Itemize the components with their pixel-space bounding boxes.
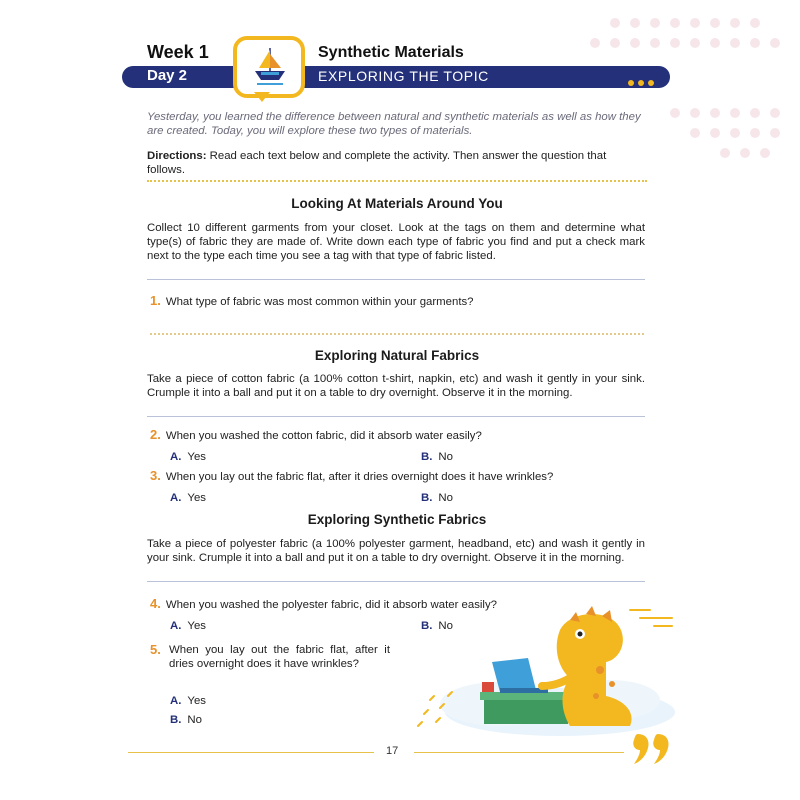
week-label: Week 1 [147,42,209,62]
option-letter: A. [170,695,182,707]
divider [147,581,645,582]
option-a[interactable] [170,451,206,463]
question-number: 2. [150,427,161,442]
section-text-natural: Take a piece of cotton fabric (a 100% cotton t-shirt, napkin, etc) and wash it gently in your sink. Crumple it into a ball and put it on a table to dry overnight. Observe it in the morning. [147,373,645,399]
option-label: Yes [187,695,206,707]
topic-title: Synthetic Materials [318,44,464,61]
question-number: 5. [150,642,161,657]
option-label: Yes [187,451,206,463]
question-text: When you washed the cotton fabric, did it absorb water easily? [165,430,482,442]
question-number: 1. [150,293,161,308]
option-b[interactable] [421,492,453,504]
day-label: Day 2 [147,67,188,84]
question-text: When you lay out the fabric flat, after it dries overnight does it have wrinkles? [169,644,390,670]
section-title-materials: Looking At Materials Around You [291,196,503,211]
section-text-synthetic: Take a piece of polyester fabric (a 100% polyester garment, headband, etc) and wash it gently in your sink. Crumple it into a ball and put it on a table to dry overnight. Observe it in the morning. [147,538,645,564]
option-a[interactable] [170,492,206,504]
option-label: Yes [187,620,206,632]
dinosaur-laptop-illustration [410,600,680,740]
option-letter: B. [421,620,433,632]
topic-badge [233,36,305,98]
question-2 [150,428,482,443]
question-text: When you washed the polyester fabric, did it absorb water easily? [165,599,497,611]
option-label: No [438,620,453,632]
question-text: When you lay out the fabric flat, after it dries overnight does it have wrinkles? [165,471,554,483]
question-number: 4. [150,596,161,611]
section-title-natural: Exploring Natural Fabrics [314,348,480,363]
directions-text [147,149,647,177]
question-number: 3. [150,468,161,483]
footer-line [128,752,374,753]
question-5 [150,643,390,671]
section-text-materials: Collect 10 different garments from your closet. Look at the tags on them and determine what type(s) of fabric they are made of. Write down each type of fabric you find and put a check mark next to the type each time you see a tag with that type of fabric listed. [147,222,645,262]
divider [147,416,645,417]
option-label: No [187,714,202,726]
option-letter: B. [421,451,433,463]
section-title-synthetic: Exploring Synthetic Fabrics [307,512,487,527]
question-3 [150,469,553,484]
directions-label: Directions: [147,150,207,162]
sailboat-icon [251,46,289,90]
option-a[interactable] [170,695,206,707]
answer-line [150,333,644,335]
option-letter: A. [170,451,182,463]
divider [147,279,645,280]
directions-body: Read each text below and complete the activity. Then answer the question that follows. [147,150,607,176]
option-label: No [438,451,453,463]
badge-tail [254,92,270,102]
option-a[interactable] [170,620,206,632]
ellipsis-icon [628,73,658,91]
divider [147,180,647,182]
question-1 [150,294,474,309]
option-label: No [438,492,453,504]
option-b[interactable] [170,714,202,726]
option-letter: A. [170,492,182,504]
question-text: What type of fabric was most common within your garments? [165,296,474,308]
subtopic-title: EXPLORING THE TOPIC [318,68,489,84]
option-b[interactable] [421,451,453,463]
footer-line [414,752,624,753]
page-number: 17 [386,745,399,757]
option-label: Yes [187,492,206,504]
quote-mark-icon [632,730,672,766]
option-letter: B. [421,492,433,504]
option-letter: A. [170,620,182,632]
intro-text: Yesterday, you learned the difference between natural and synthetic materials as well as how they are created. Today, you will explore these two types of materials. [147,111,641,137]
option-letter: B. [170,714,182,726]
